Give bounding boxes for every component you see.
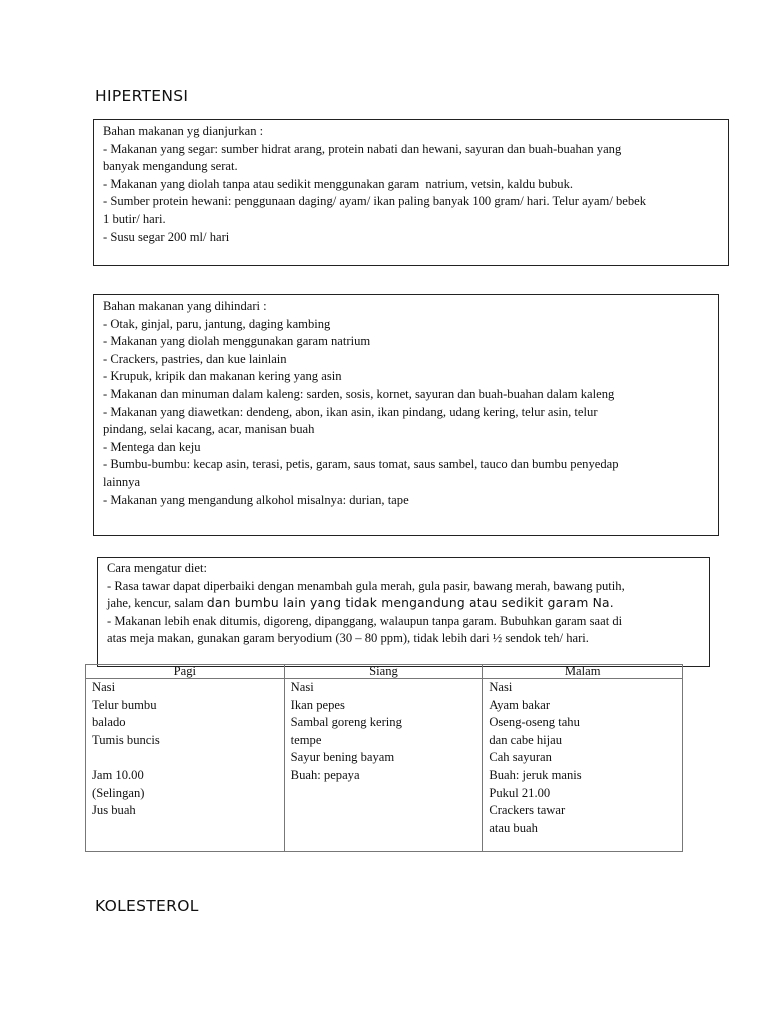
- box-line: - Sumber protein hewani: penggunaan daging/ ayam/ ikan paling banyak 100 gram/ hari. Telur ayam/ bebek: [103, 194, 647, 209]
- menu-table: [85, 664, 683, 852]
- box-line: lainnya: [103, 474, 141, 489]
- avoided-foods-box: [93, 294, 719, 536]
- list-item: Pukul 21.00: [489, 785, 551, 800]
- box-line: banyak mengandung serat.: [103, 159, 238, 174]
- header-pagi: Pagi: [86, 665, 285, 679]
- box-line-sans-part: dan bumbu lain yang tidak mengandung atau sedikit garam Na.: [206, 596, 614, 611]
- list-item: Crackers tawar: [489, 803, 566, 818]
- list-item: tempe: [290, 732, 322, 747]
- list-item: Cah sayuran: [489, 750, 552, 765]
- list-item: Sambal goreng kering: [290, 715, 402, 730]
- siang-cell: [284, 679, 483, 852]
- list-item: Oseng-oseng tahu: [489, 715, 580, 730]
- box-line: - Rasa tawar dapat diperbaiki dengan menambah gula merah, gula pasir, bawang merah, bawang putih,: [107, 578, 625, 593]
- table-row: [86, 679, 683, 852]
- box-line: - Mentega dan keju: [103, 439, 201, 454]
- box-title: Bahan makanan yg dianjurkan :: [103, 124, 264, 138]
- list-item: Nasi: [290, 680, 314, 694]
- list-item: Ikan pepes: [290, 697, 345, 712]
- list-item: (Selingan): [92, 785, 145, 800]
- pagi-cell: [86, 679, 285, 852]
- box-line: atas meja makan, gunakan garam beryodium (30 – 80 ppm), tidak lebih dari ½ sendok teh/ hari.: [107, 631, 589, 646]
- heading-hipertensi: HIPERTENSI: [95, 87, 189, 105]
- box-line: - Otak, ginjal, paru, jantung, daging kambing: [103, 316, 331, 331]
- list-item: Telur bumbu: [92, 697, 157, 712]
- diet-method-box: [97, 557, 710, 667]
- list-item: Nasi: [489, 680, 513, 694]
- list-item: [92, 749, 278, 767]
- box-line: - Makanan yang segar: sumber hidrat arang, protein nabati dan hewani, sayuran dan buah-buahan yang: [103, 141, 622, 156]
- list-item: Ayam bakar: [489, 697, 551, 712]
- box-line: - Krupuk, kripik dan makanan kering yang asin: [103, 369, 342, 384]
- box-line: pindang, selai kacang, acar, manisan buah: [103, 422, 315, 437]
- recommended-foods-box: [93, 119, 729, 266]
- list-item: Nasi: [92, 680, 116, 694]
- list-item: atau buah: [489, 820, 538, 835]
- list-item: Tumis buncis: [92, 732, 160, 747]
- box-line: - Makanan lebih enak ditumis, digoreng, dipanggang, walaupun tanpa garam. Bubuhkan garam saat di: [107, 613, 623, 628]
- box-line: 1 butir/ hari.: [103, 211, 166, 226]
- box-line: - Susu segar 200 ml/ hari: [103, 229, 230, 244]
- box-title: Cara mengatur diet:: [107, 561, 208, 575]
- box-line: - Makanan dan minuman dalam kaleng: sarden, sosis, kornet, sayuran dan buah-buahan dalam kaleng: [103, 386, 615, 401]
- box-line: - Makanan yang diolah tanpa atau sedikit menggunakan garam natrium, vetsin, kaldu bubuk.: [103, 176, 574, 191]
- header-malam: Malam: [483, 665, 683, 679]
- menu-table-header-row: [86, 665, 683, 679]
- list-item: Jus buah: [92, 803, 136, 818]
- box-title: Bahan makanan yang dihindari :: [103, 299, 267, 313]
- box-line-serif-part: jahe, kencur, salam: [107, 596, 207, 611]
- box-line: - Makanan yang diawetkan: dendeng, abon, ikan asin, ikan pindang, udang kering, telur asin, telur: [103, 404, 598, 419]
- box-line: - Bumbu-bumbu: kecap asin, terasi, petis, garam, saus tomat, saus sambel, tauco dan bumbu penyedap: [103, 457, 619, 472]
- header-siang: Siang: [284, 665, 483, 679]
- list-item: Buah: jeruk manis: [489, 767, 582, 782]
- list-item: Buah: pepaya: [290, 767, 360, 782]
- box-line: - Makanan yang diolah menggunakan garam natrium: [103, 334, 371, 349]
- list-item: Jam 10.00: [92, 767, 144, 782]
- list-item: dan cabe hijau: [489, 732, 563, 747]
- box-line: [107, 595, 700, 613]
- box-line: - Crackers, pastries, dan kue lainlain: [103, 351, 287, 366]
- malam-cell: [483, 679, 683, 852]
- heading-kolesterol: KOLESTEROL: [95, 897, 199, 915]
- list-item: Sayur bening bayam: [290, 750, 395, 765]
- list-item: balado: [92, 715, 126, 730]
- box-line: - Makanan yang mengandung alkohol misalnya: durian, tape: [103, 492, 409, 507]
